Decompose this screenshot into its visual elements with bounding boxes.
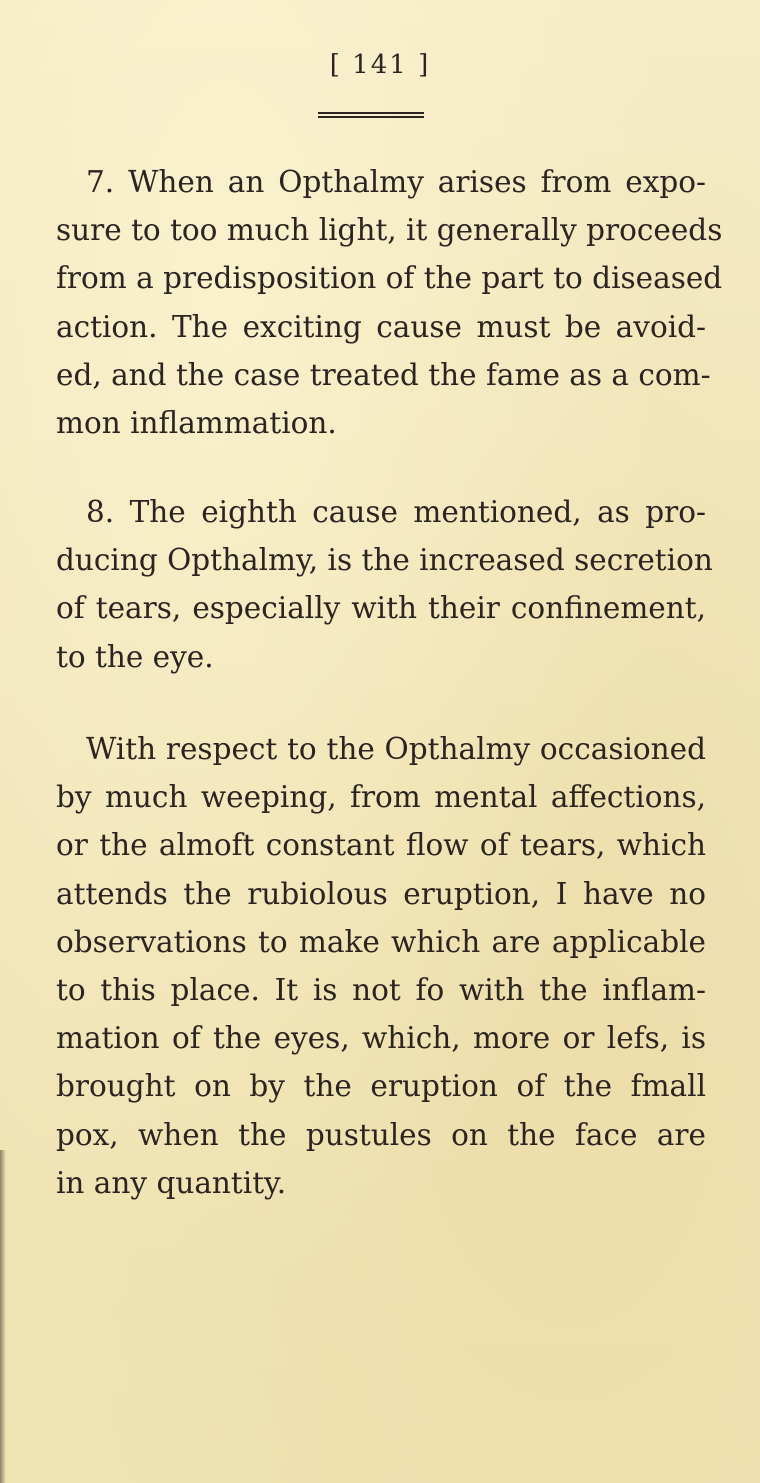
text-line: action. The exciting cause must be avoid- [56,309,706,344]
paragraph-7 [56,158,723,447]
paragraph-weeping [56,725,706,1207]
text-line: mation of the eyes, which, more or lefs, is [56,1021,706,1056]
text-line: from a predisposition of the part to diseased [56,261,723,296]
text-line: of tears, especially with their confinement, [56,591,706,626]
header-rule [318,112,424,118]
text-line: by much weeping, from mental affections, [56,780,706,815]
page-number: [ 141 ] [329,50,431,80]
text-line: in any quantity. [56,1165,287,1200]
text-line: sure to too much light, it generally proceeds [56,213,723,248]
text-line: or the almoft constant flow of tears, which [56,828,706,863]
text-line: ed, and the case treated the fame as a com- [56,357,711,392]
paragraph-8 [56,488,713,681]
page-edge-shadow [0,1150,6,1483]
text-line: 8. The eighth cause mentioned, as pro- [86,495,706,529]
text-line: mon inflammation. [56,406,337,441]
text-line: to this place. It is not fo with the inflam- [56,973,706,1008]
text-line: pox, when the pustules on the face are [56,1117,706,1152]
text-line: ducing Opthalmy, is the increased secretion [56,543,713,578]
text-line: observations to make which are applicable [56,924,706,959]
text-line: With respect to the Opthalmy occasioned [86,732,706,766]
text-line: 7. When an Opthalmy arises from expo- [86,165,706,199]
text-line: brought on by the eruption of the fmall [56,1069,706,1104]
text-line: attends the rubiolous eruption, I have no [56,876,706,911]
text-line: to the eye. [56,639,214,674]
